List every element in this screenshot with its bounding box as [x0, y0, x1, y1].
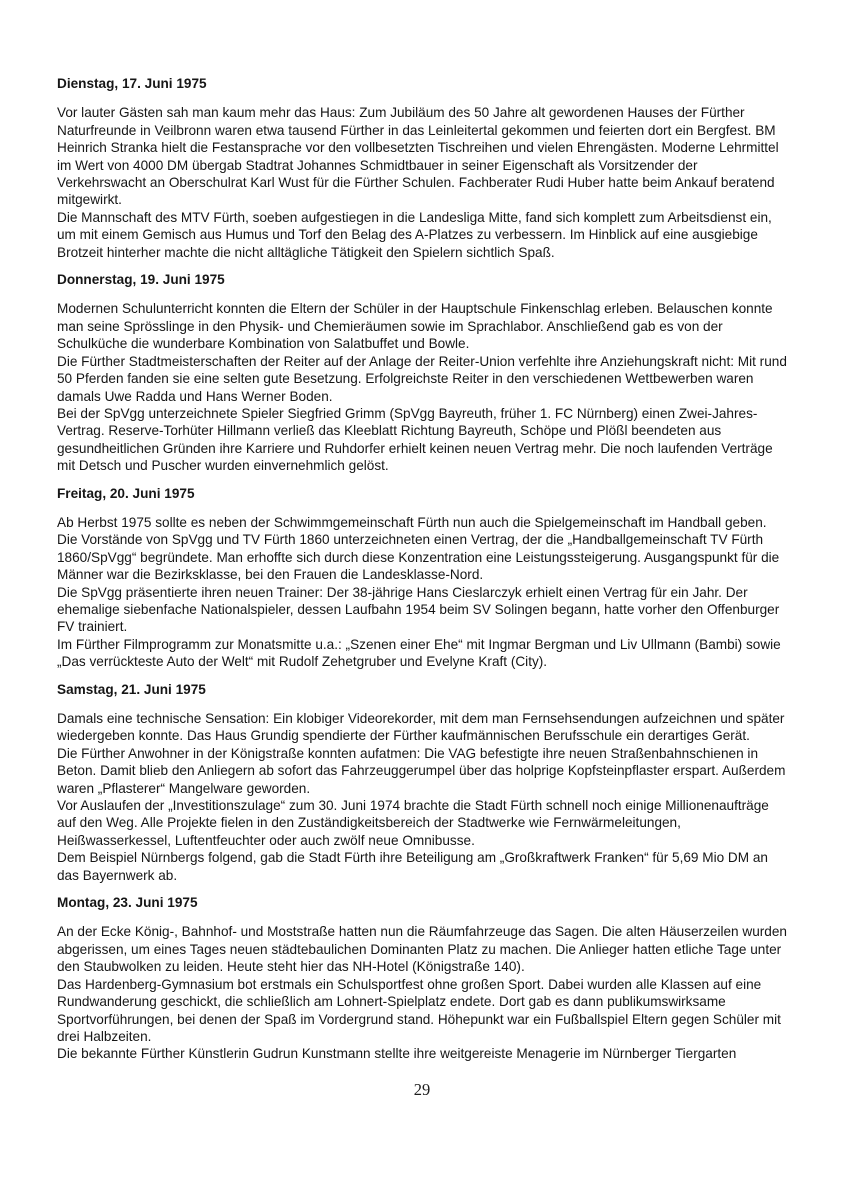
chronicle-section — [57, 894, 787, 1063]
entry-paragraph: Die Fürther Anwohner in der Königstraße konnten aufatmen: Die VAG befestigte ihre neuen Straßenbahnschienen in Beton. Damit blieb den Anliegern ab sofort das Fahrzeuggerumpel über das holprige Kopfsteinpflaster erspart. Außerdem waren „Pflasterer“ Mangelware geworden. — [57, 745, 786, 796]
page-number: 29 — [413, 1079, 431, 1099]
entry-paragraph: Das Hardenberg-Gymnasium bot erstmals ein Schulsportfest ohne großen Sport. Dabei wurden alle Klassen auf eine Rundwanderung geschickt, die schließlich am Lohnert-Spielplatz endete. Dort gab es dann publikumswirksame Sportvorführungen, bei denen der Spaß im Vordergrund stand. Höhepunkt war ein Fußballspiel Eltern gegen Schüler mit drei Halbzeiten. — [57, 976, 781, 1044]
entry-paragraph: Vor Auslaufen der „Investitionszulage“ zum 30. Juni 1974 brachte die Stadt Fürth schnell noch einige Millionenaufträge auf den Weg. Alle Projekte fielen in den Zuständigkeitsbereich der Stadtwerke wie Fernwärmeleitungen, Heißwasserkessel, Luftentfeuchter oder auch zwölf neue Omnibusse. — [57, 798, 769, 848]
entry-paragraph: Die SpVgg präsentierte ihren neuen Trainer: Der 38-jährige Hans Cieslarczyk erhielt einen Vertrag für ein Jahr. Der ehemalige siebenfache Nationalspieler, dessen Laufbahn 1954 beim SV Solingen begann, hatte vorher den Offenburger FV trainiert. — [57, 584, 780, 635]
entry-paragraph: Im Fürther Filmprogramm zur Monatsmitte u.a.: „Szenen einer Ehe“ mit Ingmar Bergman und Liv Ullmann (Bambi) sowie „Das verrückteste Auto der Welt“ mit Rudolf Zehetgruber und Evelyne Kraft (City). — [57, 636, 781, 670]
entry-paragraph: Bei der SpVgg unterzeichnete Spieler Siegfried Grimm (SpVgg Bayreuth, früher 1. FC Nürnberg) einen Zwei-Jahres-Vertrag. Reserve-Torhüter Hillmann verließ das Kleeblatt Richtung Bayreuth, Schöpe und Plößl beendeten aus gesundheitlichen Gründen ihre Karriere und Ruhdorfer erhielt keinen neuen Vertrag mehr. Die noch laufenden Verträge mit Detsch und Puscher wurden einvernehmlich gelöst. — [57, 405, 773, 474]
day-heading: Freitag, 20. Juni 1975 — [57, 485, 195, 501]
entry-paragraph: An der Ecke König-, Bahnhof- und Moststraße hatten nun die Räumfahrzeuge das Sagen. Die alten Häuserzeilen wurden abgerissen, um eines Tages neuen städtebaulichen Dominanten Platz zu machen. Die Anlieger hatten etliche Tage unter den Staubwolken zu leiden. Heute steht hier das NH-Hotel (Königstraße 140). — [57, 924, 787, 975]
day-heading: Dienstag, 17. Juni 1975 — [57, 76, 207, 91]
entry-paragraph: Modernen Schulunterricht konnten die Eltern der Schüler in der Hauptschule Finkenschlag erleben. Belauschen konnte man seine Sprösslinge in den Physik- und Chemieräumen sowie im Sprachlabor. Anschließend gab es von der Schulküche die wunderbare Kombination von Salatbuffet und Bowle. — [57, 301, 773, 352]
chronicle-section — [57, 75, 787, 261]
entry-paragraph: Dem Beispiel Nürnbergs folgend, gab die Stadt Fürth ihre Beteiligung am „Großkraftwerk Franken“ für 5,69 Mio DM an das Bayernwerk ab. — [57, 850, 768, 883]
day-heading: Samstag, 21. Juni 1975 — [57, 681, 206, 697]
chronicle-section — [57, 485, 787, 671]
entry-paragraph: Ab Herbst 1975 sollte es neben der Schwimmgemeinschaft Fürth nun auch die Spielgemeinschaft im Handball geben. Die Vorstände von SpVgg und TV Fürth 1860 unterzeichneten einen Vertrag, der die „Handballgemeinschaft TV Fürth 1860/SpVgg“ begründete. Man erhoffte sich durch diese Konzentration eine Leistungssteigerung. Ausgangspunkt für die Männer war die Bezirksklasse, bei den Frauen die Landesklasse-Nord. — [57, 514, 780, 583]
chronicle-section — [57, 681, 787, 884]
entry-paragraph: Damals eine technische Sensation: Ein klobiger Videorekorder, mit dem man Fernsehsendungen aufzeichnen und später wiedergeben konnte. Das Haus Grundig spendierte der Fürther kaufmännischen Berufsschule ein derartiges Gerät. — [57, 711, 785, 744]
day-heading: Donnerstag, 19. Juni 1975 — [57, 272, 225, 288]
chronicle-section — [57, 271, 787, 474]
entry-paragraph: Vor lauter Gästen sah man kaum mehr das Haus: Zum Jubiläum des 50 Jahre alt gewordenen Hauses der Fürther Naturfreunde in Veilbronn waren etwa tausend Fürther in das Leinleitertal gekommen und feierten dort ein Bergfest. BM Heinrich Stranka hielt die Festansprache vor den vollbesetzten Tischreihen und vielen Ehrengästen. Moderne Lehrmittel im Wert von 4000 DM übergab Stadtrat Johannes Schmidtbauer in seiner Eigenschaft als Vorsitzender der Verkehrswacht an Oberschulrat Karl Wust für die Fürther Schulen. Fachberater Rudi Huber hatte beim Ankauf beratend mitgewirkt. — [57, 105, 779, 208]
day-heading: Montag, 23. Juni 1975 — [57, 895, 198, 911]
entry-paragraph: Die Fürther Stadtmeisterschaften der Reiter auf der Anlage der Reiter-Union verfehlte ihre Anziehungskraft nicht: Mit rund 50 Pferden fanden sie eine selten gute Besetzung. Erfolgreichste Reiter in den verschiedenen Wettbewerben waren damals Uwe Radda und Hans Werner Boden. — [57, 353, 787, 404]
entry-paragraph: Die Mannschaft des MTV Fürth, soeben aufgestiegen in die Landesliga Mitte, fand sich komplett zum Arbeitsdienst ein, um mit einem Gemisch aus Humus und Torf den Belag des A-Platzes zu verbessern. Im Hinblick auf eine ausgiebige Brotzeit hinterher machte die nicht alltägliche Tätigkeit den Spielern sichtlich Spaß. — [57, 209, 772, 260]
entry-paragraph: Die bekannte Fürther Künstlerin Gudrun Kunstmann stellte ihre weitgereiste Menagerie im Nürnberger Tiergarten — [57, 1046, 737, 1062]
